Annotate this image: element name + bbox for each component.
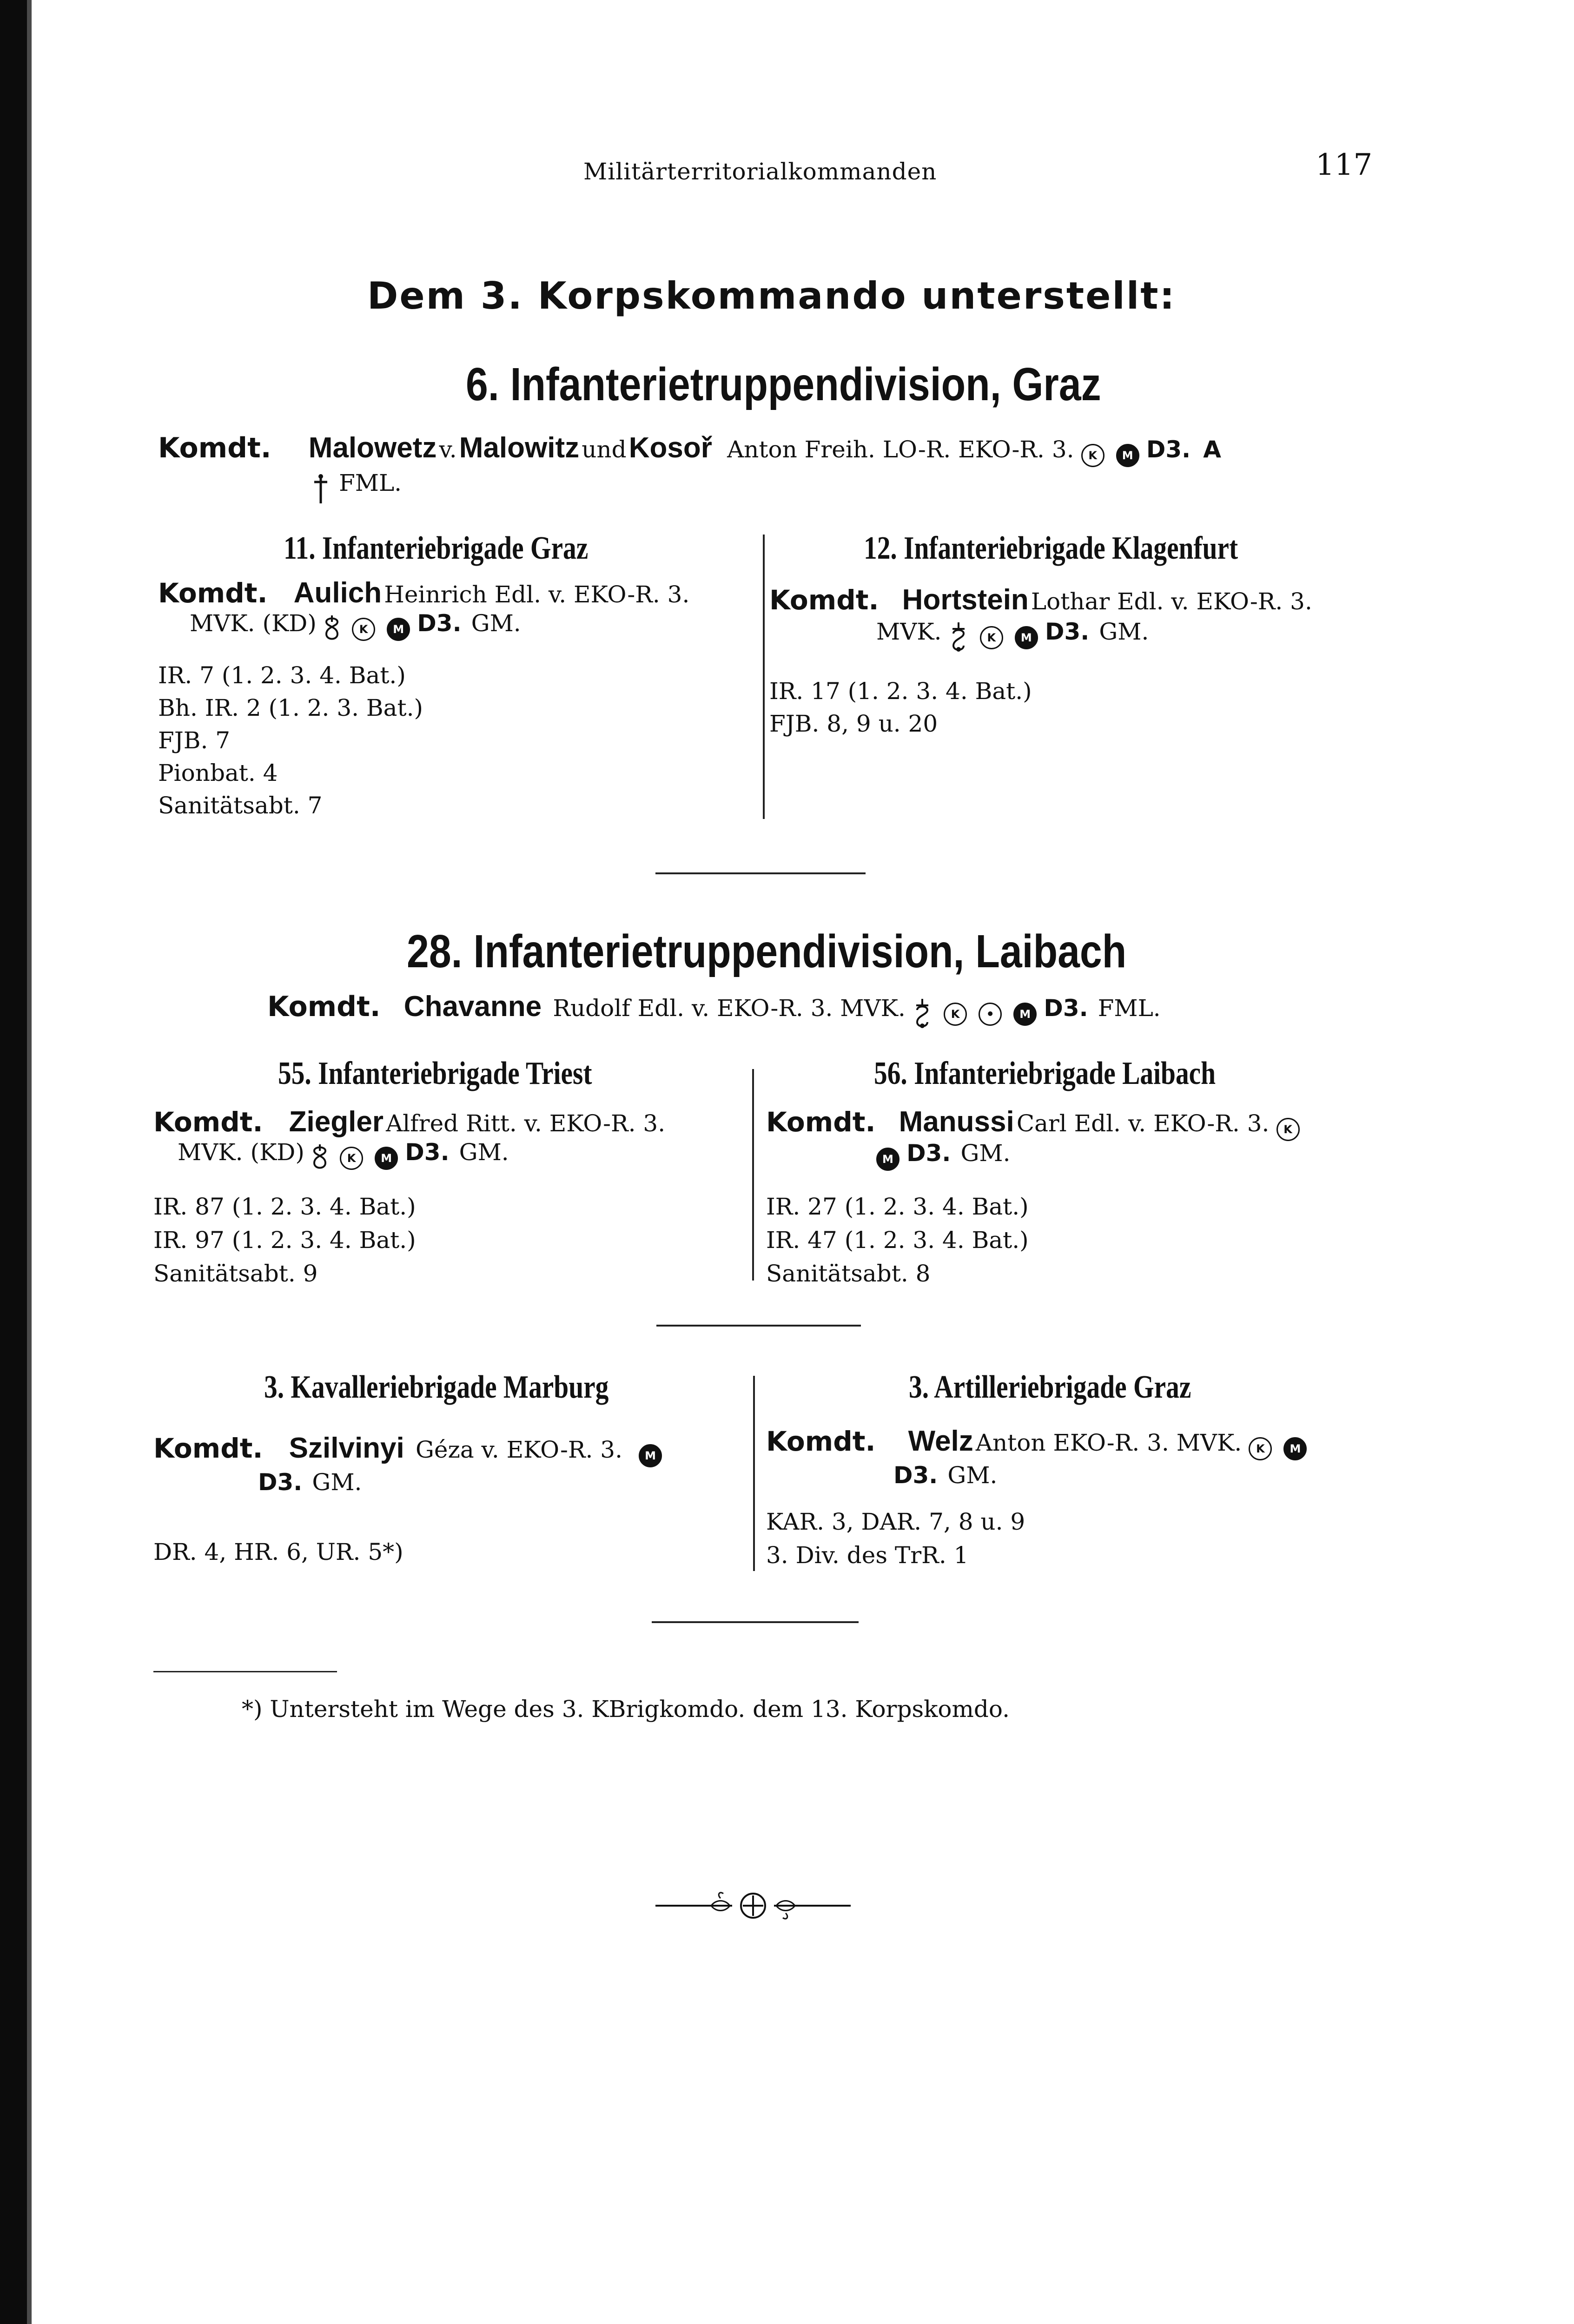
unit-item: DR. 4, HR. 6, UR. 5*) [153, 1538, 403, 1565]
dot-medal-icon: • [979, 1003, 1002, 1026]
running-title: Militärterritorialkommanden [583, 158, 937, 185]
k-medal-icon: K [340, 1147, 363, 1170]
commander-name-2: Malowitz [459, 432, 580, 464]
artillery-line2 [893, 1462, 997, 1489]
m-medal-icon: M [1013, 1003, 1037, 1026]
footnote-rule [153, 1671, 337, 1672]
footnote: *) Untersteht im Wege des 3. KBrigkomdo. dem 13. Korpskomdo. [242, 1696, 1010, 1723]
komdt-label: Komdt. [153, 1106, 263, 1138]
artillery-units [766, 1505, 1025, 1572]
page-number: 117 [1316, 148, 1373, 182]
unit-item: 3. Div. des TrR. 1 [766, 1542, 969, 1569]
unit-item: Bh. IR. 2 (1. 2. 3. Bat.) [158, 694, 423, 721]
k-medal-icon: K [1276, 1118, 1300, 1141]
d3-badge: D3. [258, 1469, 303, 1496]
artillery-commander [766, 1425, 1311, 1460]
m-medal-icon: M [1283, 1437, 1307, 1460]
brigade-11-line2 [190, 610, 521, 645]
unit-item: FJB. 7 [158, 727, 231, 754]
unit-item: Sanitätsabt. 9 [153, 1260, 318, 1287]
unit-item: IR. 27 (1. 2. 3. 4. Bat.) [766, 1193, 1029, 1220]
name-particle: v. [439, 436, 457, 463]
column-divider [763, 535, 765, 819]
rank: FML. [1098, 995, 1161, 1022]
cavalry-units [153, 1538, 403, 1565]
page-edge-left [0, 0, 27, 2324]
order-star-icon [948, 621, 969, 655]
division-6-line2 [311, 469, 402, 505]
rank: GM. [960, 1140, 1011, 1167]
commander-name: Aulich [293, 577, 382, 609]
artillery-brigade-title: 3. Artilleriebrigade Graz [909, 1369, 1191, 1405]
name-und: und [582, 436, 627, 463]
column-divider [752, 1069, 754, 1281]
commander-name: Hortstein [902, 584, 1029, 616]
division-6-title: 6. Infanterietruppendivision, Graz [466, 358, 1101, 410]
brigade-12-line2 [876, 618, 1149, 655]
commander-name-3: Kosoř [628, 432, 712, 464]
commander-name: Welz [908, 1425, 973, 1457]
brigade-55-units [153, 1190, 416, 1290]
komdt-label: Komdt. [153, 1433, 263, 1464]
unit-item: Sanitätsabt. 7 [158, 792, 323, 819]
k-medal-icon: K [980, 626, 1003, 649]
decorations-pre: MVK. (KD) [178, 1139, 304, 1166]
commander-name: Ziegler [289, 1106, 384, 1138]
m-medal-icon: M [387, 618, 410, 641]
brigade-11-units [158, 659, 423, 822]
brigade-56-commander [766, 1105, 1304, 1141]
d3-badge: D3. [1146, 436, 1191, 463]
unit-item: Pionbat. 4 [158, 759, 278, 786]
rank: GM. [459, 1139, 509, 1166]
komdt-label: Komdt. [158, 577, 268, 609]
cavalry-commander [153, 1432, 667, 1467]
unit-item: IR. 87 (1. 2. 3. 4. Bat.) [153, 1193, 416, 1220]
rank: GM. [312, 1469, 362, 1496]
brigade-56-units [766, 1190, 1029, 1290]
order-star-icon [912, 997, 933, 1031]
division-6-commander [158, 431, 1221, 467]
order-cross-icon [323, 614, 341, 645]
unit-item: IR. 97 (1. 2. 3. 4. Bat.) [153, 1227, 416, 1254]
k-medal-icon: K [944, 1003, 967, 1026]
commander-name: Manussi [899, 1106, 1014, 1138]
cavalry-line2 [258, 1469, 362, 1496]
d3-badge: D3. [417, 610, 462, 637]
d3-badge: D3. [893, 1462, 938, 1489]
d3-badge: D3. [1044, 995, 1088, 1022]
a-mark: A [1203, 436, 1221, 463]
k-medal-icon: K [1249, 1437, 1272, 1460]
section-separator [652, 1621, 859, 1623]
order-cross-icon [311, 1142, 329, 1174]
rank: GM. [471, 610, 521, 637]
komdt-label: Komdt. [766, 1426, 876, 1457]
komdt-label: Komdt. [769, 584, 879, 616]
commander-name: Chavanne [403, 990, 542, 1023]
brigade-12-commander [769, 583, 1312, 616]
brigade-56-title: 56. Infanteriebrigade Laibach [874, 1056, 1216, 1091]
brigade-55-commander [153, 1105, 665, 1138]
cavalry-brigade-title: 3. Kavalleriebrigade Marburg [264, 1369, 609, 1405]
k-medal-icon: K [1081, 444, 1104, 467]
section-separator [655, 872, 866, 874]
brigade-11-title: 11. Infanteriebrigade Graz [284, 530, 589, 566]
komdt-label: Komdt. [158, 432, 271, 464]
m-medal-icon: M [375, 1147, 398, 1170]
unit-item: IR. 47 (1. 2. 3. 4. Bat.) [766, 1227, 1029, 1254]
m-medal-icon: M [639, 1444, 662, 1467]
k-medal-icon: K [352, 618, 375, 641]
commander-name: Szilvinyi [289, 1432, 404, 1464]
commander-decorations: Géza v. EKO-R. 3. [415, 1436, 622, 1463]
page-edge-shadow [27, 0, 32, 2324]
brigade-55-line2 [178, 1139, 509, 1174]
ornament-divider-icon [651, 1887, 855, 1924]
brigade-12-title: 12. Infanteriebrigade Klagenfurt [864, 530, 1238, 566]
unit-item: IR. 7 (1. 2. 3. 4. Bat.) [158, 662, 406, 689]
decorations-pre: MVK. [876, 618, 942, 645]
decorations-pre: MVK. (KD) [190, 610, 317, 637]
rank: GM. [947, 1462, 998, 1489]
brigade-11-commander [158, 576, 689, 609]
commander-decorations: Carl Edl. v. EKO-R. 3. [1016, 1110, 1270, 1137]
unit-item: FJB. 8, 9 u. 20 [769, 710, 938, 737]
column-divider [753, 1376, 755, 1571]
d3-badge: D3. [1045, 618, 1090, 645]
brigade-55-title: 55. Infanteriebrigade Triest [278, 1056, 592, 1091]
commander-decorations: Anton EKO-R. 3. MVK. [975, 1429, 1242, 1456]
komdt-label: Komdt. [267, 990, 381, 1023]
section-separator [656, 1325, 861, 1327]
m-medal-icon: M [1116, 444, 1139, 467]
commander-decorations: Alfred Ritt. v. EKO-R. 3. [386, 1110, 666, 1137]
commander-name: Malowetz [308, 432, 437, 464]
commander-decorations: Lothar Edl. v. EKO-R. 3. [1031, 588, 1312, 615]
d3-badge: D3. [405, 1139, 450, 1166]
commander-decorations: Rudolf Edl. v. EKO-R. 3. MVK. [553, 995, 906, 1022]
cross-sword-icon [311, 473, 330, 505]
unit-item: IR. 17 (1. 2. 3. 4. Bat.) [769, 678, 1032, 705]
commander-decorations: Heinrich Edl. v. EKO-R. 3. [384, 581, 690, 608]
d3-badge: D3. [906, 1140, 951, 1167]
brigade-12-units [769, 675, 1032, 740]
m-medal-icon: M [876, 1148, 899, 1171]
brigade-56-line2 [876, 1140, 1011, 1171]
unit-item: Sanitätsabt. 8 [766, 1260, 931, 1287]
division-28-title: 28. Infanterietruppendivision, Laibach [407, 925, 1127, 977]
komdt-label: Komdt. [766, 1106, 876, 1138]
rank-fml: FML. [339, 469, 402, 496]
commander-decorations: Anton Freih. LO-R. EKO-R. 3. [727, 436, 1074, 463]
unit-item: KAR. 3, DAR. 7, 8 u. 9 [766, 1508, 1025, 1535]
division-28-commander [267, 990, 1161, 1031]
rank: GM. [1099, 618, 1149, 645]
page-heading: Dem 3. Korpskommando unterstellt: [367, 274, 1176, 317]
m-medal-icon: M [1015, 626, 1038, 649]
